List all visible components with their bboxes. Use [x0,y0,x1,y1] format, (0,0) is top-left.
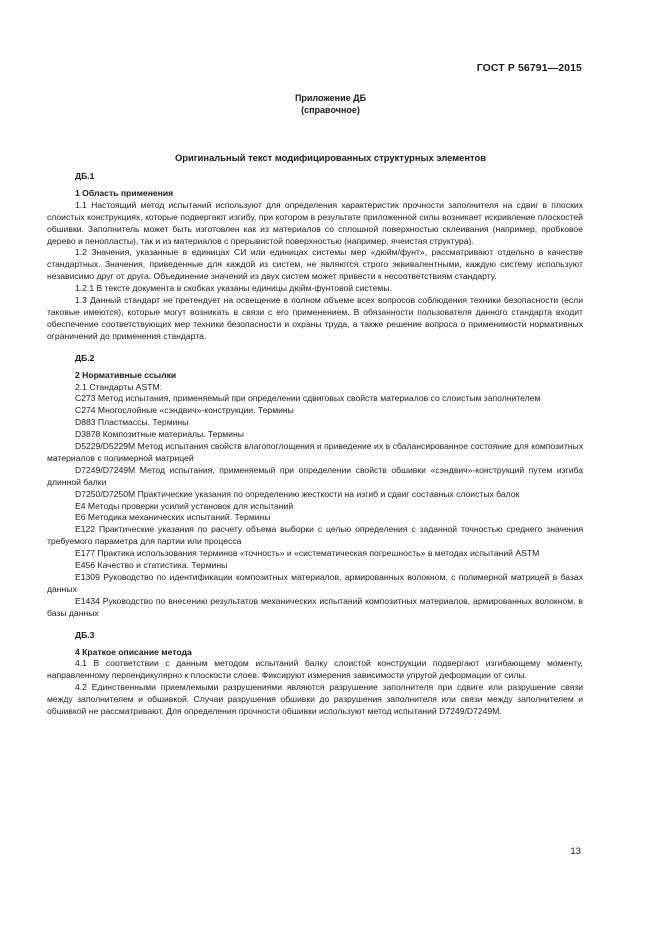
reference-item: C273 Метод испытания, применяемый при определении сдвиговых свойств материалов со слоистым заполнителем [75,393,541,404]
reference-item: E1434 Руководство по внесению результатов механических испытаний композитных материалов, армированных волокном, в базы данных [47,595,583,618]
section-title: Оригинальный текст модифицированных структурных элементов [174,152,487,163]
reference-item: D7249/D7249M Метод испытания, применяемый при определении свойств обшивки «сэндвич»-конструкций путем изгиба длинной балки [47,464,583,487]
appendix-title: Приложение ДБ [294,93,367,103]
reference-item: E177 Практика использования терминов «точность» и «систематическая погрешность» в методах испытаний ASTM [75,548,540,559]
spacer [47,343,583,351]
reference-item: D3878 Композитные материалы. Термины [75,429,244,440]
paragraph-4-1: 4.1 В соответствии с данным методом испытаний балку слоистой конструкции подвергают изгибающему моменту, направленному перпендикулярно к плоскости слоев. Фиксируют измерения зависимости упругой деформации от силы. [47,658,583,681]
spacer [47,620,583,628]
reference-item: C274 Многослойные «сэндвич»-конструкции. Термины [75,405,294,416]
paragraph-1-2-1: 1.2.1 В тексте документа в скобках указаны единицы дюйм-фунтовой системы. [75,283,392,294]
block-marker-db3: ДБ.3 [75,629,95,640]
reference-item: E4 Методы проверки усилий установок для испытаний [75,500,294,511]
paragraph-4-2: 4.2 Единственными приемлемыми разрушениями являются разрушение заполнителя при сдвиге или разрушение связи между заполнителем и обшивкой. Случаи разрушения обшивки до разрушения заполнителя или связи между заполнителем и обшивкой не рассматривают. Для определения прочности обшивки используют метод испытаний D7249/D7249M. [47,682,583,717]
reference-item: D7250/D7250M Практические указания по определению жесткости на изгиб и сдвиг составных слоистых балок [75,488,520,499]
reference-item: E456 Качество и статистика. Термины [75,560,228,571]
block-marker-db2: ДБ.2 [75,352,95,363]
references-intro: 2.1 Стандарты ASTM: [75,381,163,392]
reference-item: E122 Практические указания по расчету объема выборки с целью определения с заданной точностью среднего значения требуемого параметра для партии или процесса [47,524,583,547]
reference-item: E1309 Руководство по идентификации композитных материалов, армированных волокном, с полимерной матрицей в базах данных [47,572,583,594]
clause-heading-references: 2 Нормативные ссылки [75,369,177,380]
document-body [47,169,583,718]
page-number: 13 [570,846,581,857]
block-marker-db1: ДБ.1 [75,171,95,181]
paragraph-1-2: 1.2 Значения, указанные в единицах СИ или единицах системы мер «дюйм/фунт», рассматривают отдельно в качестве стандартных. Значения, приведенные для каждой из систем, не являются строго эквивалентными, каждую систему используют независимо друг от друга. Объединение значений из двух систем может привести к несоответствиям стандарту. [47,247,583,282]
clause-heading-scope: 1 Область применения [75,187,174,198]
appendix-subtitle: (справочное) [301,105,360,115]
clause-heading-summary: 4 Краткое описание метода [75,646,192,657]
paragraph-1-3: 1.3 Данный стандарт не претендует на освещение в полном объеме всех вопросов соблюдения техники безопасности (если таковые имеются), которые могут возникать в связи с его применением. В обязанности пользователя данного стандарта входит обеспечение соответствующих мер техники безопасности и охраны труда, а также решение вопроса о применимости нормативных ограничений до применения стандарта. [47,295,583,341]
paragraph-1-1: 1.1 Настоящий метод испытаний используют для определения характеристик прочности заполнителя на сдвиг в плоских слоистых конструкциях, которые подвергают изгибу, при котором в результате приложенной силы возникает искривление плоскостей обшивки. Заполнитель может быть изготовлен как из материалов со сплошной поверхностью склеивания (например, пробковое дерево и пенопласты), так и из материалов с прерывистой поверхностью (например, ячеистая структура). [47,199,583,246]
appendix-heading [0,92,661,116]
reference-item: D5229/D5229M Метод испытания свойств влагопоглощения и приведение их в сбалансированное состояние для композитных материалов с полимерной матрицей [47,441,583,463]
standard-number: ГОСТ Р 56791—2015 [476,62,582,74]
reference-item: E6 Методика механических испытаний. Термины [75,512,271,523]
reference-item: D883 Пластмассы. Термины [75,417,189,428]
